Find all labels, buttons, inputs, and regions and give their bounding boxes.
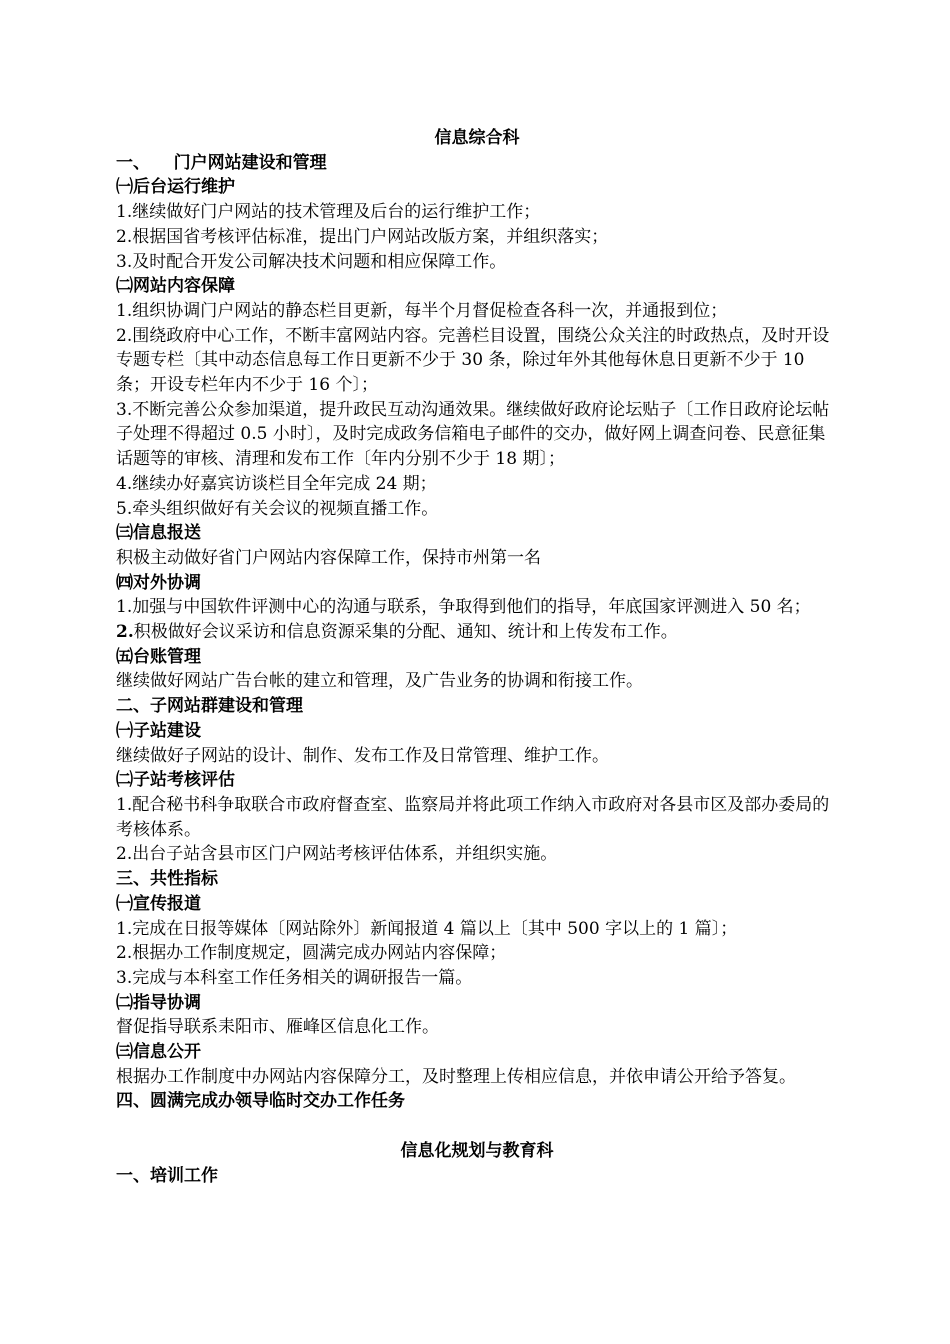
list-item: 1.配合秘书科争取联合市政府督查室、监察局并将此项工作纳入市政府对各县市区及部办委局的考核体系。 — [116, 794, 830, 840]
document-page — [116, 126, 838, 1188]
paragraph: 根据办工作制度中办网站内容保障分工，及时整理上传相应信息，并依申请公开给予答复。 — [116, 1066, 796, 1087]
section-title: 信息化规划与教育科 — [400, 1140, 554, 1161]
heading-temporary-tasks: 四、圆满完成办领导临时交办工作任务 — [116, 1091, 405, 1112]
list-item: 1.完成在日报等媒体〔网站除外〕新闻报道 4 篇以上〔其中 500 字以上的 1 篇〕； — [116, 918, 738, 939]
list-item: 3.完成与本科室工作任务相关的调研报告一篇。 — [116, 967, 473, 988]
item-text: 积极做好会议采访和信息资源采集的分配、通知、统计和上传发布工作。 — [133, 622, 678, 643]
heading-training: 一、培训工作 — [116, 1165, 218, 1186]
list-item — [116, 620, 838, 645]
list-item: 2.根据国省考核评估标准，提出门户网站改版方案，并组织落实； — [116, 226, 609, 247]
list-item: 2.根据办工作制度规定，圆满完成办网站内容保障； — [116, 943, 507, 964]
subheading-disclosure: ㈢信息公开 — [116, 1042, 201, 1063]
section-title: 信息综合科 — [434, 128, 520, 148]
paragraph: 继续做好子网站的设计、制作、发布工作及日常管理、维护工作。 — [116, 745, 609, 766]
subheading-publicity: ㈠宣传报道 — [116, 893, 201, 914]
subheading-content: ㈡网站内容保障 — [116, 276, 235, 297]
paragraph: 督促指导联系耒阳市、雁峰区信息化工作。 — [116, 1017, 439, 1038]
list-item: 3.及时配合开发公司解决技术问题和相应保障工作。 — [116, 251, 507, 272]
list-item: 1.组织协调门户网站的静态栏目更新，每半个月督促检查各科一次，并通报到位； — [116, 300, 728, 321]
subheading-external: ㈣对外协调 — [116, 572, 201, 593]
paragraph: 积极主动做好省门户网站内容保障工作，保持市州第一名 — [116, 547, 541, 568]
subheading-info-report: ㈢信息报送 — [116, 523, 201, 544]
heading-common: 三、共性指标 — [116, 869, 218, 890]
item-number: 2. — [116, 622, 134, 643]
subheading-subsite-build: ㈠子站建设 — [116, 720, 201, 741]
spacer — [116, 1114, 838, 1139]
subheading-subsite-eval: ㈡子站考核评估 — [116, 770, 235, 791]
list-item: 1.继续做好门户网站的技术管理及后台的运行维护工作； — [116, 202, 541, 223]
paragraph: 继续做好网站广告台帐的建立和管理，及广告业务的协调和衔接工作。 — [116, 671, 643, 692]
list-item: 4.继续办好嘉宾访谈栏目全年完成 24 期； — [116, 473, 437, 494]
heading-website-construction: 一、 门户网站建设和管理 — [116, 152, 327, 173]
list-item: 1.加强与中国软件评测中心的沟通与联系，争取得到他们的指导，年底国家评测进入 50 名； — [116, 597, 811, 618]
list-item: 5.牵头组织做好有关会议的视频直播工作。 — [116, 498, 439, 519]
list-item: 2.出台子站含县市区门户网站考核评估体系，并组织实施。 — [116, 844, 558, 865]
subheading-backend: ㈠后台运行维护 — [116, 177, 235, 198]
subheading-ledger: ㈤台账管理 — [116, 646, 201, 667]
list-item: 3.不断完善公众参加渠道，提升政民互动沟通效果。继续做好政府论坛贴子〔工作日政府论坛帖子处理不得超过 0.5 小时〕，及时完成政务信箱电子邮件的交办，做好网上调查问卷、民意征集话题等的审核、清理和发布工作〔年内分别不少于 18 期〕； — [116, 399, 830, 470]
heading-subsite: 二、子网站群建设和管理 — [116, 696, 303, 717]
subheading-guidance: ㈡指导协调 — [116, 992, 201, 1013]
list-item: 2.围绕政府中心工作，不断丰富网站内容。完善栏目设置，围绕公众关注的时政热点，及时开设专题专栏〔其中动态信息每工作日更新不少于 30 条，除过年外其他每休息日更新不少于 10 条；开设专栏年内不少于 16 个〕； — [116, 325, 830, 396]
